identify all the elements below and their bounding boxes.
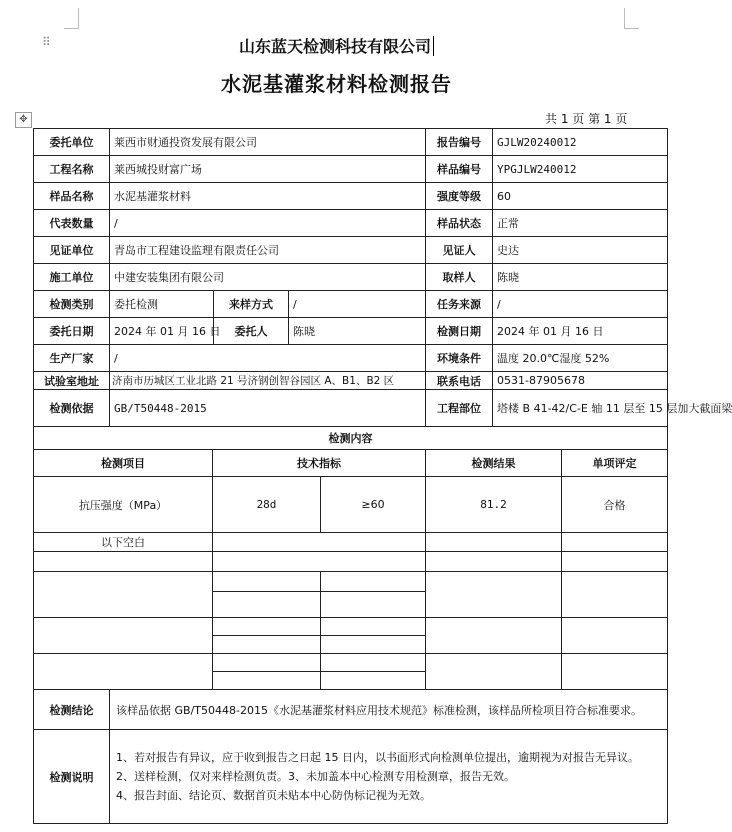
value-strength: 60 <box>493 183 668 210</box>
drag-handle-icon[interactable]: ⠿ <box>42 35 51 49</box>
table-row <box>34 477 668 533</box>
text-cursor <box>433 36 434 56</box>
empty-row <box>34 618 668 636</box>
label-sampler: 取样人 <box>426 264 493 291</box>
value-sampler: 陈晓 <box>493 264 668 291</box>
value-test-date: 2024 年 01 月 16 日 <box>493 318 668 345</box>
row-sample-name <box>34 183 668 210</box>
page-info: 共 1 页 第 1 页 <box>545 112 628 126</box>
result-spec: ≥60 <box>321 477 426 533</box>
result-age: 28d <box>213 477 321 533</box>
empty-row <box>34 654 668 672</box>
value-report-no: GJLW20240012 <box>493 129 668 156</box>
row-manufacturer <box>34 345 668 372</box>
value-lab-addr: 济南市历城区工业北路 21 号济钢创智谷园区 A、B1、B2 区 <box>110 372 426 390</box>
label-rep-qty: 代表数量 <box>34 210 110 237</box>
value-construction: 中建安装集团有限公司 <box>110 264 426 291</box>
col-result-header: 检测结果 <box>426 450 562 477</box>
label-entrust-date: 委托日期 <box>34 318 110 345</box>
label-basis: 检测依据 <box>34 390 110 427</box>
label-test-date: 检测日期 <box>426 318 493 345</box>
row-conclusion <box>34 690 668 730</box>
report-table <box>33 128 732 824</box>
label-sample-name: 样品名称 <box>34 183 110 210</box>
label-sampling-method: 来样方式 <box>214 291 289 318</box>
row-client <box>34 129 668 156</box>
note-line-2: 2、送样检测，仅对来样检测负责。3、未加盖本中心检测专用检测章，报告无效。 <box>116 770 515 783</box>
label-client: 委托单位 <box>34 129 110 156</box>
label-notes: 检测说明 <box>34 730 110 824</box>
row-notes <box>34 730 668 824</box>
label-witness: 见证人 <box>426 237 493 264</box>
margin-corner-top-left <box>64 8 79 29</box>
value-part: 塔楼 B 41-42/C-E 轴 11 层至 15 层加大截面梁 <box>493 390 668 427</box>
row-entrust-date <box>34 318 668 345</box>
result-eval: 合格 <box>562 477 668 533</box>
value-entrust-date: 2024 年 01 月 16 日 <box>110 318 214 345</box>
label-lab-addr: 试验室地址 <box>34 372 110 390</box>
row-lab-addr <box>34 372 668 390</box>
row-witness-unit <box>34 237 668 264</box>
row-project <box>34 156 668 183</box>
value-entrustor: 陈晓 <box>289 318 426 345</box>
row-rep-qty <box>34 210 668 237</box>
value-client: 莱西市财通投资发展有限公司 <box>110 129 426 156</box>
label-test-type: 检测类别 <box>34 291 110 318</box>
empty-row <box>34 552 668 572</box>
margin-corner-top-right <box>624 8 639 29</box>
notes-text <box>110 730 668 824</box>
label-strength: 强度等级 <box>426 183 493 210</box>
value-sample-no: YPGJLW240012 <box>493 156 668 183</box>
row-blank-note <box>34 533 668 552</box>
label-manufacturer: 生产厂家 <box>34 345 110 372</box>
label-construction: 施工单位 <box>34 264 110 291</box>
conclusion-text: 该样品依据 GB/T50448-2015《水泥基灌浆材料应用技术规范》标准检测，该样品所检项目符合标准要求。 <box>110 690 668 730</box>
label-contact: 联系电话 <box>426 372 493 390</box>
value-test-type: 委托检测 <box>110 291 214 318</box>
value-basis: GB/T50448-2015 <box>110 390 426 427</box>
value-sample-name: 水泥基灌浆材料 <box>110 183 426 210</box>
row-construction <box>34 264 668 291</box>
col-item-header: 检测项目 <box>34 450 213 477</box>
value-task-source: / <box>493 291 668 318</box>
note-line-1: 1、若对报告有异议，应于收到报告之日起 15 日内，以书面形式向检测单位提出，逾期视为对报告无异议。 <box>116 751 639 764</box>
result-value: 81.2 <box>426 477 562 533</box>
value-sample-state: 正常 <box>493 210 668 237</box>
label-part: 工程部位 <box>426 390 493 427</box>
table-move-icon[interactable]: ✥ <box>15 112 32 128</box>
label-env: 环境条件 <box>426 345 493 372</box>
col-spec-header: 技术指标 <box>213 450 426 477</box>
row-basis <box>34 390 668 427</box>
value-manufacturer: / <box>110 345 426 372</box>
label-project: 工程名称 <box>34 156 110 183</box>
col-eval-header: 单项评定 <box>562 450 668 477</box>
value-env: 温度 20.0℃湿度 52% <box>493 345 668 372</box>
label-report-no: 报告编号 <box>426 129 493 156</box>
note-line-3: 4、报告封面、结论页、数据首页未贴本中心防伪标记视为无效。 <box>116 789 431 802</box>
result-item: 抗压强度（MPa） <box>34 477 213 533</box>
row-test-type <box>34 291 668 318</box>
label-witness-unit: 见证单位 <box>34 237 110 264</box>
label-sample-state: 样品状态 <box>426 210 493 237</box>
value-witness: 史达 <box>493 237 668 264</box>
value-rep-qty: / <box>110 210 426 237</box>
label-entrustor: 委托人 <box>214 318 289 345</box>
blank-note: 以下空白 <box>34 533 213 552</box>
label-sample-no: 样品编号 <box>426 156 493 183</box>
empty-row <box>34 572 668 592</box>
company-name: 山东蓝天检测科技有限公司 <box>0 34 673 57</box>
value-witness-unit: 青岛市工程建设监理有限责任公司 <box>110 237 426 264</box>
report-title: 水泥基灌浆材料检测报告 <box>221 72 452 96</box>
row-content-header <box>34 450 668 477</box>
label-conclusion: 检测结论 <box>34 690 110 730</box>
label-task-source: 任务来源 <box>426 291 493 318</box>
section-title: 检测内容 <box>34 427 668 450</box>
row-section-title <box>34 427 668 450</box>
value-project: 莱西城投财富广场 <box>110 156 426 183</box>
value-sampling-method: / <box>289 291 426 318</box>
value-contact: 0531-87905678 <box>493 372 668 390</box>
